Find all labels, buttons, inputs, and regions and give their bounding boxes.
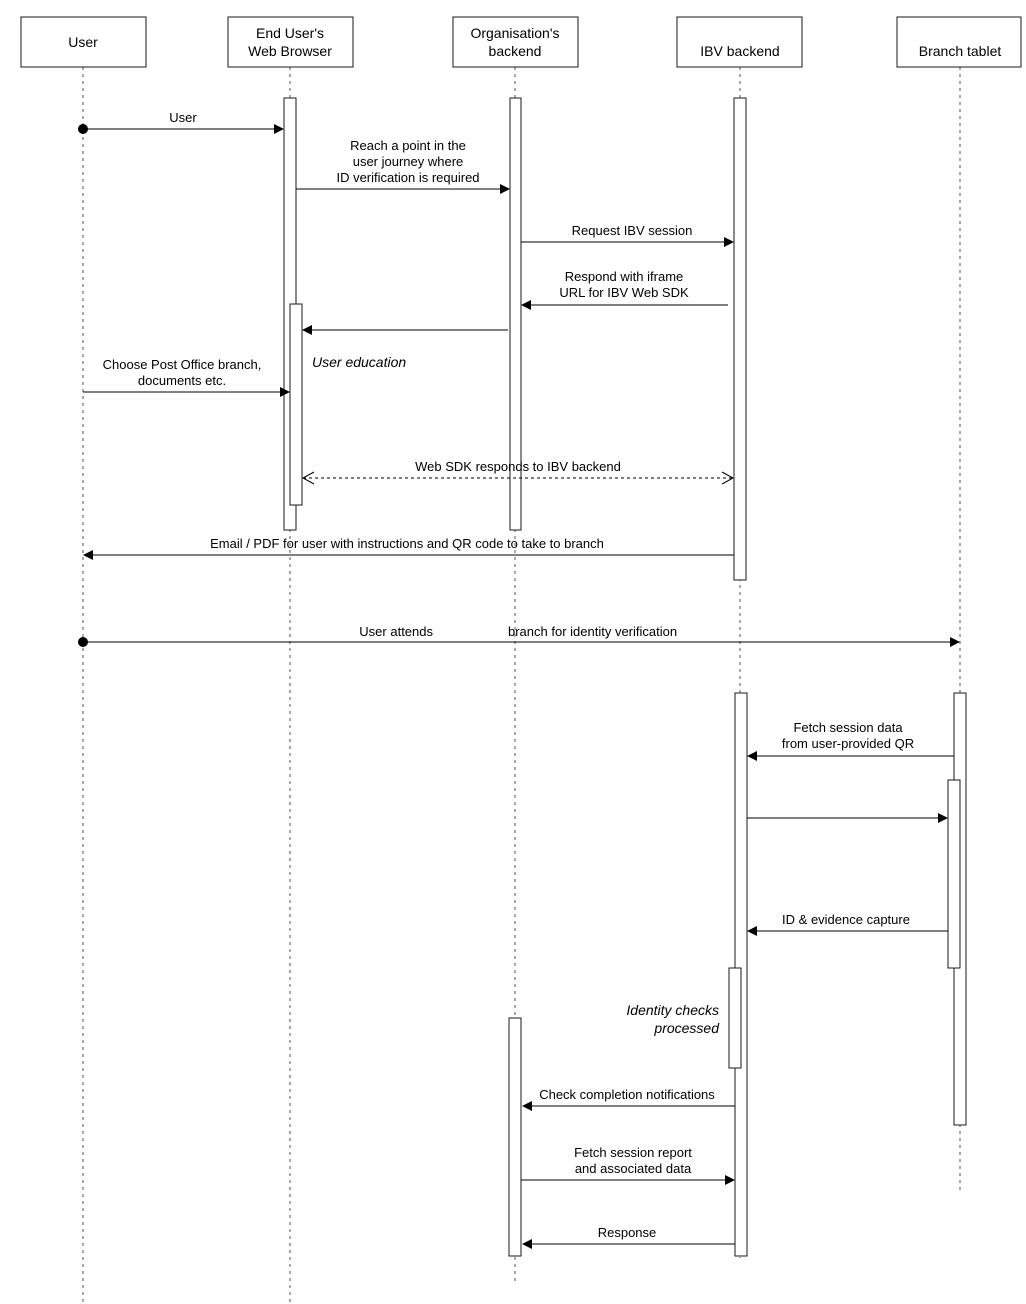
arrowhead [938,813,948,823]
message-choose-branch [83,357,290,397]
message-label: URL for IBV Web SDK [559,285,689,300]
note-identity-checks [626,1002,720,1036]
message-label: ID verification is required [336,170,480,185]
message-label: Request IBV session [571,223,693,238]
message-check-completion [522,1087,735,1111]
message-label: Check completion notifications [539,1087,715,1102]
activation-org-second [509,1018,521,1256]
note-label: processed [654,1020,719,1036]
message-label: Choose Post Office branch, [102,357,262,372]
note-label: User education [312,354,407,370]
arrowhead [724,237,734,247]
message-return-to-browser [302,325,508,335]
message-fetch-session-report [521,1145,735,1185]
arrowhead [83,550,93,560]
arrowhead [500,184,510,194]
arrowhead [950,637,960,647]
message-label: from user-provided QR [781,736,915,751]
message-response [522,1225,735,1249]
message-label: Fetch session data [793,720,903,735]
message-id-evidence-capture [747,912,948,936]
message-fetch-session-data [747,720,954,761]
message-label: User attends [359,624,433,639]
actor-box [677,17,802,67]
arrowhead [747,751,757,761]
arrowhead [522,1239,532,1249]
actor-label: Web Browser [248,43,332,59]
message-label: user journey where [352,154,464,169]
actor-box [897,17,1021,67]
arrowhead [725,1175,735,1185]
message-request-ibv-session [521,223,734,247]
message-email-pdf [83,536,734,560]
note-user-education [312,354,406,370]
actor-label: Organisation's [470,25,560,41]
activation-ibv-nested [729,968,741,1068]
message-label: ID & evidence capture [782,912,910,927]
arrowhead [302,325,312,335]
message-label: User [169,110,197,125]
activation-browser-nested [290,304,302,505]
actor-user [21,17,146,67]
actor-tablet [897,17,1021,67]
actor-label: Branch tablet [918,43,1002,59]
message-label: Web SDK responds to IBV backend [415,459,621,474]
arrowhead [521,300,531,310]
message-label: Fetch session report [574,1145,692,1160]
message-respond-iframe [521,269,728,310]
message-reach-point [296,138,510,194]
actor-label: backend [488,43,542,59]
message-to-tablet [747,813,948,823]
actor-browser [228,17,353,67]
message-label: Email / PDF for user with instructions and QR code to take to branch [210,536,604,551]
actor-label: IBV backend [700,43,780,59]
actor-org [453,17,578,67]
message-label: Response [597,1225,657,1240]
message-label: and associated data [574,1161,692,1176]
message-user-attends [78,624,960,647]
activation-tablet-nested [948,780,960,968]
arrowhead [747,926,757,936]
actor-label: User [68,34,98,50]
note-label: Identity checks [626,1002,719,1018]
message-label: branch for identity verification [508,624,678,639]
arrowhead [274,124,284,134]
message-label: Reach a point in the [350,138,466,153]
activation-ibv [734,98,746,580]
message-user [78,110,284,134]
actor-label: End User's [255,25,325,41]
arrowhead [522,1101,532,1111]
actor-ibv [677,17,802,67]
message-label: Respond with iframe [564,269,684,284]
message-label: documents etc. [137,373,227,388]
